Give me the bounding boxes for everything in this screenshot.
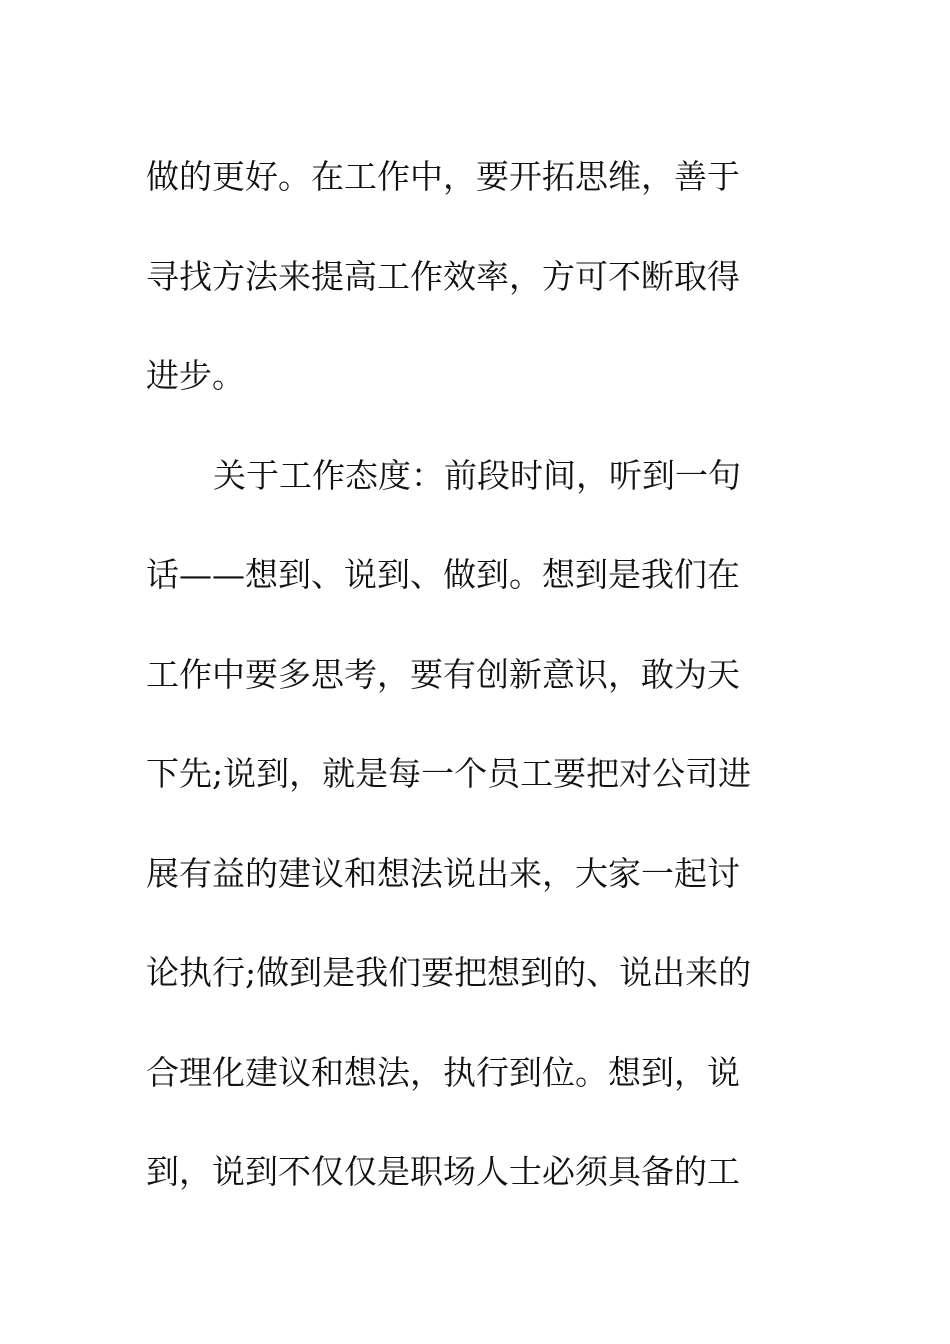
text-line: 做的更好。在工作中，要开拓思维，善于 (146, 157, 740, 196)
body-text (146, 127, 806, 1222)
text-line: 到，说到不仅仅是职场人士必须具备的工 (146, 1152, 740, 1191)
text-line: 工作中要多思考，要有创新意识，敢为天 (146, 654, 740, 694)
text-line: 进步。 (146, 356, 245, 395)
text-line: 话——想到、说到、做到。想到是我们在 (146, 555, 740, 594)
text-line: 展有益的建议和想法说出来，大家一起讨 (146, 853, 740, 893)
text-line: 下先;说到，就是每一个员工要把对公司进 (146, 754, 752, 793)
text-line: 寻找方法来提高工作效率，方可不断取得 (146, 256, 740, 296)
text-line: 论执行;做到是我们要把想到的、说出来的 (146, 953, 752, 992)
text-line: 合理化建议和想法，执行到位。想到，说 (146, 1052, 740, 1092)
text-line-paragraph-start: 关于工作态度：前段时间，听到一句 (213, 455, 741, 495)
